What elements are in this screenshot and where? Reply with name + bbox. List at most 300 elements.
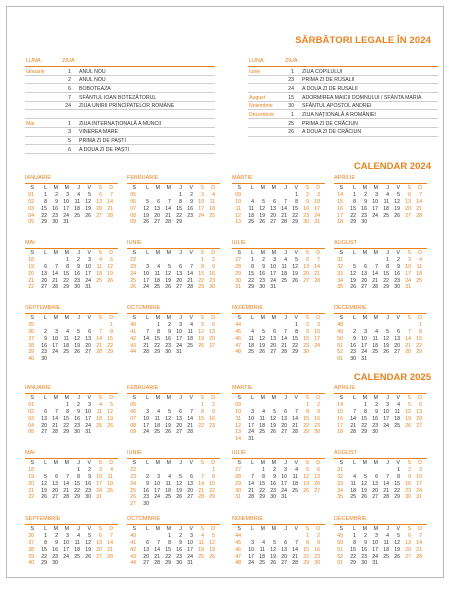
week-number: 44 <box>130 349 136 356</box>
day-cell: 21 <box>52 277 58 284</box>
weekday-header: S <box>305 185 309 191</box>
week-row <box>25 553 118 560</box>
day-cell: 6 <box>306 256 309 263</box>
day-cell: 28 <box>96 349 102 356</box>
week-number: 15 <box>337 198 343 205</box>
day-cell: 23 <box>209 277 215 284</box>
week-row <box>232 546 325 553</box>
weekday-header: V <box>87 395 91 401</box>
day-cell: 12 <box>405 408 411 415</box>
holiday-month: Ianuarie <box>26 68 45 75</box>
day-cell: 2 <box>190 191 193 198</box>
day-cell: 27 <box>405 553 411 560</box>
week-row <box>25 428 118 435</box>
day-cell: 7 <box>386 473 389 480</box>
weekday-header: S <box>407 185 411 191</box>
day-cell: 8 <box>306 539 309 546</box>
week-row <box>334 348 427 355</box>
week-number: 52 <box>337 553 343 560</box>
week-number: 06 <box>130 408 136 415</box>
week-row <box>232 473 325 480</box>
day-cell: 8 <box>419 328 422 335</box>
day-cell: 24 <box>405 277 411 284</box>
week-number: 26 <box>130 494 136 501</box>
week-row <box>127 422 220 429</box>
day-cell: 15 <box>176 205 182 212</box>
day-cell: 4 <box>99 401 102 408</box>
day-cell: 4 <box>157 263 160 270</box>
day-cell: 5 <box>212 532 215 539</box>
day-cell: 25 <box>383 553 389 560</box>
day-cell: 14 <box>107 198 113 205</box>
week-number: 07 <box>130 205 136 212</box>
week-number: 46 <box>235 335 241 342</box>
week-number: 18 <box>28 466 34 473</box>
day-cell: 26 <box>107 422 113 429</box>
week-row <box>232 466 325 473</box>
day-cell: 21 <box>405 342 411 349</box>
day-cell: 19 <box>270 553 276 560</box>
holiday-row <box>25 84 215 93</box>
day-cell: 20 <box>405 546 411 553</box>
holiday-row <box>25 145 215 154</box>
day-cell: 13 <box>187 480 193 487</box>
day-cell: 16 <box>52 546 58 553</box>
day-cell: 2 <box>397 256 400 263</box>
day-cell: 22 <box>416 342 422 349</box>
day-cell: 27 <box>314 487 320 494</box>
week-row <box>334 212 427 219</box>
day-cell: 14 <box>52 270 58 277</box>
day-cell: 22 <box>165 553 171 560</box>
weekday-header: M <box>362 526 367 532</box>
day-cell: 9 <box>317 539 320 546</box>
weekday-header: S <box>407 250 411 256</box>
day-cell: 28 <box>154 560 160 567</box>
day-cell: 15 <box>248 270 254 277</box>
day-cell: 3 <box>386 401 389 408</box>
weekday-header: V <box>87 185 91 191</box>
day-cell: 24 <box>248 429 254 436</box>
day-cell: 11 <box>383 539 389 546</box>
day-cell: 18 <box>96 415 102 422</box>
day-cell: 17 <box>143 422 149 429</box>
day-cell: 2 <box>364 191 367 198</box>
weekday-header: M <box>53 185 58 191</box>
holiday-month: Decembrie <box>249 111 275 118</box>
day-cell: 10 <box>63 539 69 546</box>
day-cell: 25 <box>259 429 265 436</box>
weekday-header: J <box>386 185 389 191</box>
day-cell: 20 <box>394 342 400 349</box>
week-number: 35 <box>337 284 343 291</box>
weekday-header-row <box>232 459 325 466</box>
day-cell: 16 <box>314 415 320 422</box>
week-row <box>25 348 118 355</box>
day-cell: 25 <box>292 487 298 494</box>
day-cell: 12 <box>209 539 215 546</box>
day-cell: 14 <box>292 546 298 553</box>
header-month: LUNA <box>249 58 264 64</box>
day-cell: 30 <box>405 494 411 501</box>
week-number-header: S <box>339 526 343 532</box>
day-cell: 7 <box>66 473 69 480</box>
day-cell: 17 <box>416 480 422 487</box>
weekday-header-row <box>232 525 325 532</box>
week-number: 44 <box>235 532 241 539</box>
week-number: 05 <box>130 401 136 408</box>
holiday-day: 23 <box>288 77 294 84</box>
day-cell: 11 <box>198 539 204 546</box>
week-row <box>232 532 325 539</box>
day-cell: 3 <box>201 191 204 198</box>
month-calendar <box>232 384 325 442</box>
day-cell: 13 <box>154 205 160 212</box>
month-calendar <box>232 515 325 566</box>
day-cell: 10 <box>154 480 160 487</box>
day-cell: 23 <box>187 212 193 219</box>
month-calendar <box>127 304 220 355</box>
week-row <box>232 328 325 335</box>
day-cell: 25 <box>63 349 69 356</box>
day-cell: 27 <box>270 349 276 356</box>
month-name: SEPTEMBRIE <box>25 304 118 314</box>
week-number: 26 <box>130 284 136 291</box>
day-cell: 27 <box>303 277 309 284</box>
day-cell: 22 <box>63 277 69 284</box>
holiday-row <box>25 76 215 85</box>
day-cell: 5 <box>273 539 276 546</box>
day-cell: 3 <box>179 321 182 328</box>
week-number: 17 <box>337 422 343 429</box>
day-cell: 13 <box>270 205 276 212</box>
day-cell: 17 <box>63 546 69 553</box>
weekday-header: L <box>353 526 356 532</box>
day-cell: 16 <box>361 546 367 553</box>
weekday-header: M <box>260 460 265 466</box>
day-cell: 4 <box>262 408 265 415</box>
week-row <box>232 218 325 225</box>
week-number: 21 <box>28 487 34 494</box>
day-cell: 19 <box>85 546 91 553</box>
day-cell: 18 <box>63 342 69 349</box>
day-cell: 3 <box>375 191 378 198</box>
weekday-header: J <box>284 460 287 466</box>
week-number: 31 <box>337 256 343 263</box>
day-cell: 17 <box>248 553 254 560</box>
day-cell: 18 <box>259 422 265 429</box>
weekday-header: M <box>155 315 160 321</box>
day-cell: 4 <box>251 328 254 335</box>
week-row <box>127 493 220 500</box>
header-month: LUNA <box>26 58 41 64</box>
day-cell: 18 <box>281 270 287 277</box>
day-cell: 16 <box>259 270 265 277</box>
day-cell: 8 <box>110 328 113 335</box>
week-number-header: S <box>237 395 241 401</box>
holiday-name: A DOUA ZI DE RUSALII <box>302 85 358 92</box>
day-cell: 18 <box>187 335 193 342</box>
week-number-header: S <box>132 460 136 466</box>
week-number: 01 <box>28 191 34 198</box>
weekday-header: V <box>294 185 298 191</box>
day-cell: 25 <box>281 277 287 284</box>
day-cell: 16 <box>314 546 320 553</box>
weekday-header: J <box>179 185 182 191</box>
day-cell: 8 <box>168 539 171 546</box>
holiday-row <box>248 76 438 85</box>
day-cell: 27 <box>176 429 182 436</box>
day-cell: 15 <box>41 546 47 553</box>
weekday-header: S <box>407 395 411 401</box>
day-cell: 31 <box>248 436 254 443</box>
day-cell: 12 <box>383 335 389 342</box>
day-cell: 15 <box>74 480 80 487</box>
month-name: MARTIE <box>232 384 325 394</box>
day-cell: 5 <box>201 321 204 328</box>
day-cell: 22 <box>198 277 204 284</box>
week-number: 29 <box>235 270 241 277</box>
weekday-header: J <box>284 185 287 191</box>
week-number: 17 <box>337 212 343 219</box>
day-cell: 3 <box>99 466 102 473</box>
weekday-header: M <box>155 250 160 256</box>
weekday-header: S <box>200 526 204 532</box>
day-cell: 20 <box>143 553 149 560</box>
day-cell: 21 <box>107 205 113 212</box>
day-cell: 9 <box>55 539 58 546</box>
day-cell: 21 <box>107 546 113 553</box>
day-cell: 4 <box>386 191 389 198</box>
month-name: APRILIE <box>334 174 427 184</box>
week-row <box>232 256 325 263</box>
day-cell: 26 <box>85 553 91 560</box>
day-cell: 6 <box>364 263 367 270</box>
day-cell: 15 <box>63 415 69 422</box>
day-cell: 21 <box>187 277 193 284</box>
day-cell: 7 <box>419 532 422 539</box>
week-number-header: S <box>237 526 241 532</box>
day-cell: 29 <box>63 429 69 436</box>
day-cell: 9 <box>88 473 91 480</box>
weekday-header: V <box>396 395 400 401</box>
day-cell: 3 <box>88 256 91 263</box>
day-cell: 5 <box>110 401 113 408</box>
day-cell: 19 <box>107 415 113 422</box>
day-cell: 31 <box>85 429 91 436</box>
day-cell: 9 <box>262 263 265 270</box>
week-number: 50 <box>337 539 343 546</box>
day-cell: 1 <box>386 256 389 263</box>
day-cell: 1 <box>295 321 298 328</box>
weekday-header: D <box>418 185 422 191</box>
holiday-name: BOBOTEAZA <box>79 85 111 92</box>
week-number: 08 <box>130 212 136 219</box>
day-cell: 22 <box>259 487 265 494</box>
day-cell: 6 <box>397 328 400 335</box>
weekday-header: S <box>200 185 204 191</box>
month-name: MAI <box>25 239 118 249</box>
weekday-header: L <box>251 185 254 191</box>
week-number: 40 <box>28 356 34 363</box>
holiday-day: 1 <box>68 120 71 127</box>
day-cell: 9 <box>179 539 182 546</box>
week-number: 31 <box>337 466 343 473</box>
week-row <box>334 263 427 270</box>
day-cell: 15 <box>63 270 69 277</box>
day-cell: 17 <box>383 415 389 422</box>
day-cell: 5 <box>168 408 171 415</box>
day-cell: 4 <box>168 473 171 480</box>
week-number: 49 <box>337 532 343 539</box>
day-cell: 22 <box>350 212 356 219</box>
week-row <box>25 408 118 415</box>
day-cell: 5 <box>364 473 367 480</box>
weekday-header: S <box>98 315 102 321</box>
day-cell: 1 <box>212 466 215 473</box>
week-row <box>25 415 118 422</box>
day-cell: 6 <box>190 473 193 480</box>
week-number: 51 <box>337 546 343 553</box>
day-cell: 18 <box>74 546 80 553</box>
holiday-row <box>248 128 438 137</box>
week-row <box>334 191 427 198</box>
weekday-header: V <box>189 250 193 256</box>
week-number: 43 <box>130 342 136 349</box>
day-cell: 23 <box>394 277 400 284</box>
day-cell: 21 <box>248 487 254 494</box>
day-cell: 29 <box>63 284 69 291</box>
weekday-header-row <box>232 249 325 256</box>
weekday-header: V <box>189 185 193 191</box>
day-cell: 13 <box>41 415 47 422</box>
day-cell: 25 <box>96 277 102 284</box>
day-cell: 27 <box>52 494 58 501</box>
day-cell: 29 <box>198 284 204 291</box>
day-cell: 3 <box>317 321 320 328</box>
weekday-header: S <box>200 250 204 256</box>
weekday-header: M <box>155 185 160 191</box>
day-cell: 20 <box>314 480 320 487</box>
day-cell: 2 <box>55 532 58 539</box>
day-cell: 6 <box>157 198 160 205</box>
day-cell: 31 <box>405 284 411 291</box>
day-cell: 20 <box>372 487 378 494</box>
day-cell: 1 <box>44 191 47 198</box>
week-row <box>127 263 220 270</box>
day-cell: 24 <box>372 212 378 219</box>
holiday-name: A DOUA ZI DE CRĂCIUN <box>302 129 362 136</box>
weekday-header: L <box>353 460 356 466</box>
day-cell: 9 <box>375 408 378 415</box>
week-row <box>25 559 118 566</box>
holiday-day: 25 <box>288 120 294 127</box>
day-cell: 15 <box>198 415 204 422</box>
week-row <box>334 283 427 290</box>
weekday-header: D <box>211 395 215 401</box>
day-cell: 1 <box>306 401 309 408</box>
day-cell: 9 <box>77 408 80 415</box>
weekday-header: V <box>396 250 400 256</box>
day-cell: 25 <box>383 212 389 219</box>
day-cell: 13 <box>281 546 287 553</box>
day-cell: 20 <box>52 487 58 494</box>
day-cell: 25 <box>198 553 204 560</box>
day-cell: 26 <box>176 494 182 501</box>
day-cell: 23 <box>165 342 171 349</box>
weekday-header: J <box>179 315 182 321</box>
week-row <box>127 328 220 335</box>
day-cell: 22 <box>107 342 113 349</box>
week-number: 33 <box>337 480 343 487</box>
day-cell: 28 <box>383 494 389 501</box>
day-cell: 27 <box>394 349 400 356</box>
week-number: 16 <box>337 205 343 212</box>
week-number: 36 <box>28 328 34 335</box>
day-cell: 16 <box>74 270 80 277</box>
day-cell: 21 <box>198 487 204 494</box>
day-cell: 28 <box>281 349 287 356</box>
day-cell: 2 <box>146 473 149 480</box>
day-cell: 5 <box>397 191 400 198</box>
day-cell: 22 <box>383 277 389 284</box>
weekday-header-row <box>334 249 427 256</box>
weekday-header: M <box>373 185 378 191</box>
day-cell: 6 <box>99 532 102 539</box>
day-cell: 28 <box>143 349 149 356</box>
week-row <box>127 321 220 328</box>
week-row <box>25 198 118 205</box>
day-cell: 2 <box>44 328 47 335</box>
weekday-header: S <box>305 526 309 532</box>
day-cell: 20 <box>41 277 47 284</box>
day-cell: 30 <box>74 284 80 291</box>
day-cell: 19 <box>383 342 389 349</box>
weekday-header-row <box>334 525 427 532</box>
day-cell: 29 <box>248 284 254 291</box>
week-number: 10 <box>235 408 241 415</box>
day-cell: 24 <box>270 277 276 284</box>
weekday-header: L <box>353 185 356 191</box>
day-cell: 8 <box>295 328 298 335</box>
weekday-header: L <box>44 526 47 532</box>
day-cell: 24 <box>96 487 102 494</box>
day-cell: 22 <box>350 553 356 560</box>
day-cell: 9 <box>364 539 367 546</box>
day-cell: 30 <box>350 356 356 363</box>
week-number: 40 <box>28 560 34 567</box>
day-cell: 16 <box>405 480 411 487</box>
day-cell: 2 <box>77 256 80 263</box>
day-cell: 12 <box>107 263 113 270</box>
day-cell: 1 <box>251 256 254 263</box>
day-cell: 3 <box>66 191 69 198</box>
day-cell: 4 <box>251 198 254 205</box>
holiday-row <box>25 128 215 137</box>
day-cell: 19 <box>361 487 367 494</box>
day-cell: 12 <box>270 415 276 422</box>
day-cell: 2 <box>262 256 265 263</box>
weekday-header-row <box>127 314 220 321</box>
day-cell: 6 <box>408 191 411 198</box>
day-cell: 5 <box>168 263 171 270</box>
day-cell: 2 <box>212 256 215 263</box>
day-cell: 14 <box>187 415 193 422</box>
day-cell: 25 <box>248 349 254 356</box>
day-cell: 30 <box>270 494 276 501</box>
weekday-header: M <box>64 185 69 191</box>
day-cell: 31 <box>372 560 378 567</box>
